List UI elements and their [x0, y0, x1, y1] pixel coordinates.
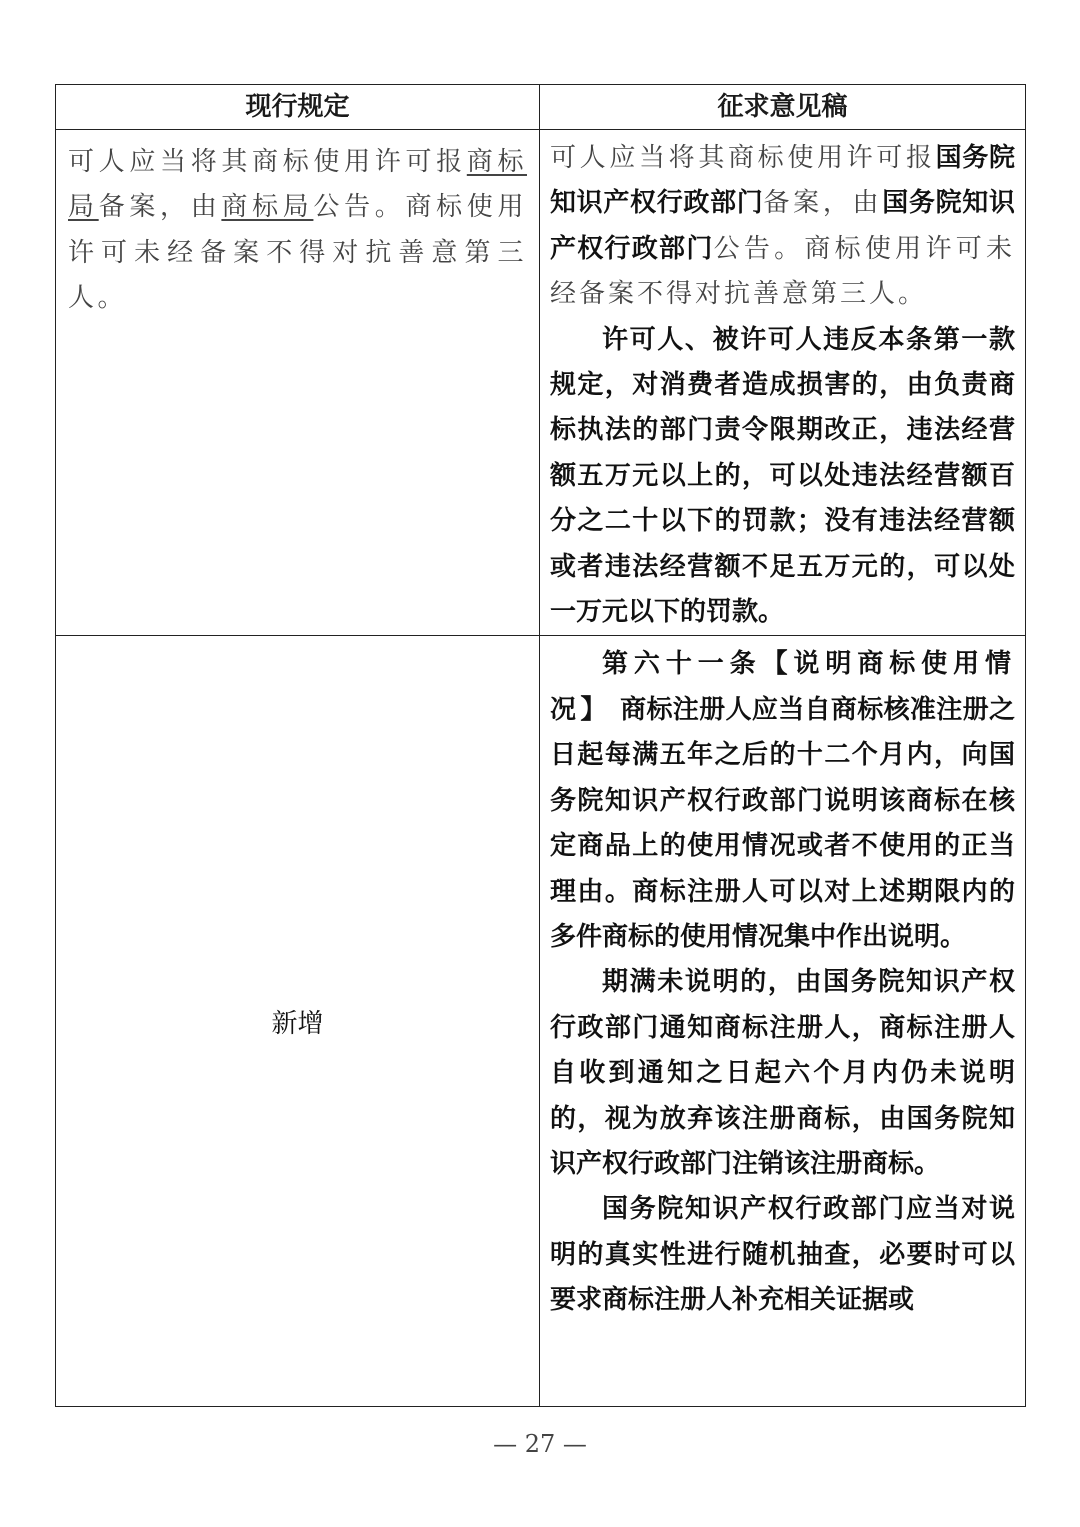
draft-paragraph: 期满未说明的，由国务院知识产权行政部门通知商标注册人，商标注册人自收到通知之日起六个月内仍未说明的，视为放弃该注册商标，由国务院知识产权行政部门注销该注册商标。 — [550, 967, 1015, 1179]
text-segment: 可人应当将其商标使用许可报 — [68, 147, 467, 177]
underlined-term: 商标局 — [221, 192, 314, 223]
page-number: — 27 — — [493, 1430, 587, 1458]
text-segment: 备案，由 — [98, 192, 222, 223]
table-header-row — [56, 85, 1026, 130]
text-segment: 商标注册人应当自商标核准注册之日起每满五年之后的十二个月内，向国务院知识产权行政部门说明该商标在核定商品上的使用情况或者不使用的正当理由。商标注册人可以对上述期限内的多件商标的使用情况集中作出说明。 — [550, 694, 1015, 952]
current-rule-cell — [56, 130, 540, 636]
new-addition-label: 新增 — [56, 636, 540, 1407]
bold-term: 国务院知识产权行政部门 — [550, 188, 1015, 264]
text-segment: 备案，由 — [763, 188, 883, 219]
header-current-rules: 现行规定 — [56, 85, 540, 130]
article-title: 第六十一条【说明商标使用情况】 — [550, 649, 1015, 725]
draft-paragraph — [550, 642, 1015, 960]
text-segment: 公告。商标使用许可未经备案不得对抗善意第三人。 — [550, 233, 1015, 310]
text-segment: 可人应当将其商标使用许可报 — [550, 143, 936, 173]
bold-term: 国务院知识产权行政部门 — [550, 143, 1015, 219]
underlined-term: 商标局 — [68, 147, 527, 223]
header-draft: 征求意见稿 — [540, 85, 1026, 130]
table-row — [56, 636, 1026, 1407]
draft-paragraph: 国务院知识产权行政部门应当对说明的真实性进行随机抽查，必要时可以要求商标注册人补充相关证据或 — [550, 1194, 1015, 1316]
comparison-table — [55, 84, 1026, 1407]
text-segment: 公告。商标使用许可未经备案不得对抗善意第三人。 — [68, 192, 527, 314]
draft-cell — [540, 636, 1026, 1407]
draft-paragraph — [550, 136, 1015, 318]
current-rule-text — [56, 130, 539, 322]
table-row — [56, 130, 1026, 636]
draft-cell — [540, 130, 1026, 636]
draft-paragraph: 许可人、被许可人违反本条第一款规定，对消费者造成损害的，由负责商标执法的部门责令限期改正，违法经营额五万元以上的，可以处违法经营额百分之二十以下的罚款；没有违法经营额或者违法经营额不足五万元的，可以处一万元以下的罚款。 — [550, 324, 1015, 628]
